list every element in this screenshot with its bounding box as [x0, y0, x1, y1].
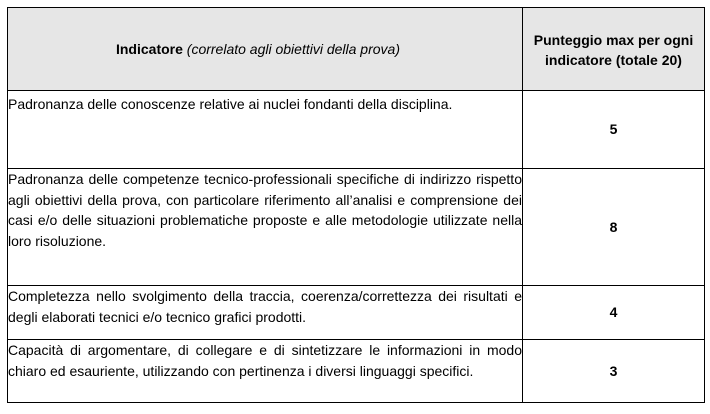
- indicator-header-note: (correlato agli obiettivi della prova): [186, 40, 400, 57]
- indicator-header-label: Indicatore: [115, 40, 183, 57]
- table-header-row: [8, 8, 705, 91]
- indicator-description: Capacità di argomentare, di collegare e di sintetizzare le informazioni in modo chiaro ed esauriente, utilizzando con pertinenza i diversi linguaggi specifici.: [8, 340, 523, 403]
- indicator-max-score: 8: [523, 169, 705, 286]
- table-row: [8, 91, 705, 169]
- table-row: [8, 169, 705, 286]
- indicator-description: Padronanza delle conoscenze relative ai nuclei fondanti della disciplina.: [8, 91, 523, 169]
- table-row: [8, 286, 705, 340]
- indicator-max-score: 3: [523, 340, 705, 403]
- indicator-description: Completezza nello svolgimento della traccia, coerenza/correttezza dei risultati e degli elaborati tecnici e/o tecnico grafici prodotti.: [8, 286, 523, 340]
- evaluation-grid-table: [7, 7, 705, 403]
- indicator-max-score: 5: [523, 91, 705, 169]
- score-column-header: Punteggio max per ogni indicatore (totale 20): [523, 8, 705, 91]
- indicator-max-score: 4: [523, 286, 705, 340]
- table-row: [8, 340, 705, 403]
- indicator-description: Padronanza delle competenze tecnico-professionali specifiche di indirizzo rispetto agli obiettivi della prova, con particolare riferimento all’analisi e comprensione dei casi e/o delle situazioni problematiche proposte e alle metodologie utilizzate nella loro risoluzione.: [8, 169, 523, 286]
- indicator-column-header: [8, 8, 523, 91]
